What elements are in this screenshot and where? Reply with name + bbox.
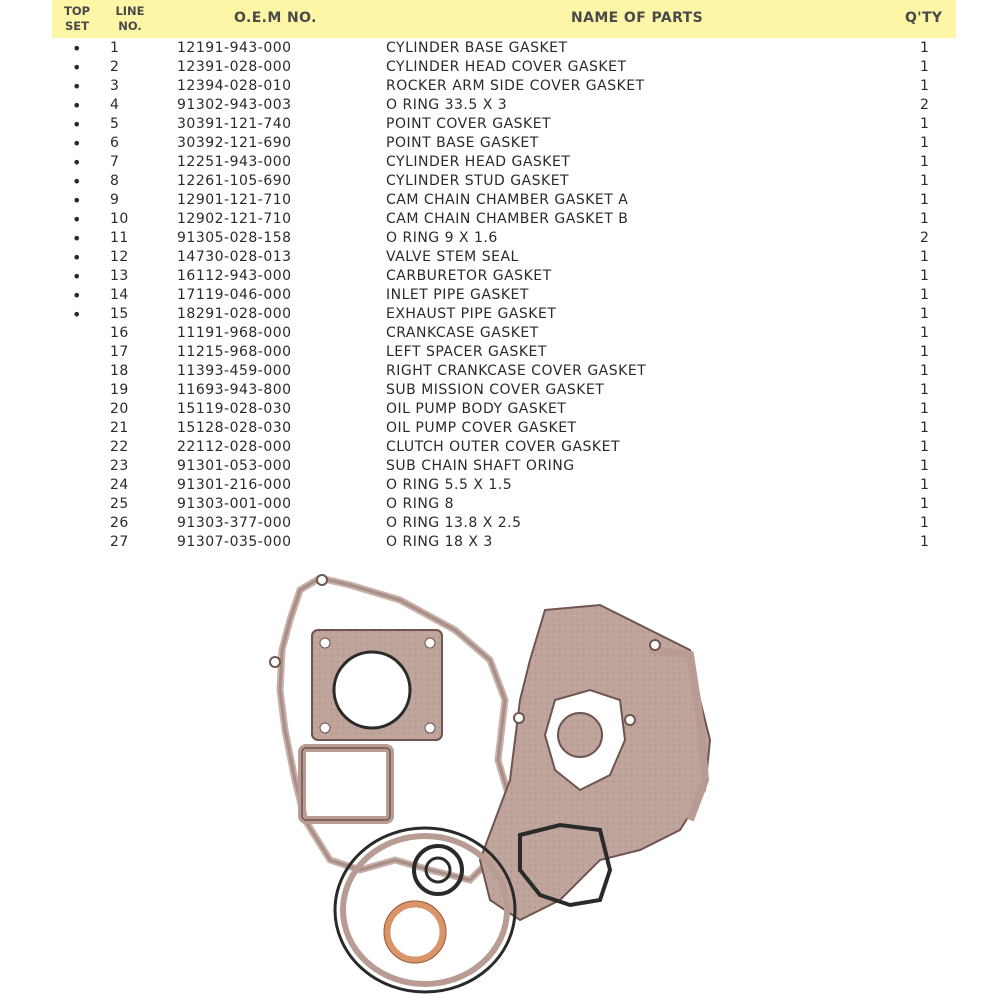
part-name-cell: CYLINDER HEAD COVER GASKET [386,59,627,75]
line-no-cell: 22 [110,439,129,455]
table-row [52,77,956,96]
table-row [52,115,956,134]
line-no-cell: 21 [110,420,129,436]
line-no-cell: 25 [110,496,129,512]
top-set-bullet: • [72,153,82,172]
oem-no-cell: 91303-001-000 [177,496,292,512]
oem-no-cell: 91302-943-003 [177,97,292,113]
part-name-cell: SUB MISSION COVER GASKET [386,382,605,398]
top-set-bullet: • [72,248,82,267]
line-no-cell: 19 [110,382,129,398]
qty-cell: 1 [920,211,930,227]
part-name-cell: OIL PUMP BODY GASKET [386,401,567,417]
table-row [52,495,956,514]
qty-cell: 2 [920,230,930,246]
part-name-cell: CRANKCASE GASKET [386,325,539,341]
oem-no-cell: 91301-216-000 [177,477,292,493]
part-name-cell: EXHAUST PIPE GASKET [386,306,557,322]
header-top-set-line1: TOP [63,4,91,18]
header-oem-no: O.E.M NO. [234,10,317,26]
oem-no-cell: 11393-459-000 [177,363,292,379]
top-set-bullet: • [72,134,82,153]
table-row [52,153,956,172]
line-no-cell: 11 [110,230,129,246]
oem-no-cell: 17119-046-000 [177,287,292,303]
part-name-cell: CLUTCH OUTER COVER GASKET [386,439,620,455]
top-set-bullet: • [72,115,82,134]
table-body [52,39,956,552]
top-set-bullet: • [72,77,82,96]
top-set-bullet: • [72,267,82,286]
table-row [52,419,956,438]
copper-washer [387,904,443,960]
qty-cell: 1 [920,363,930,379]
qty-cell: 1 [920,496,930,512]
table-row [52,305,956,324]
oem-no-cell: 18291-028-000 [177,306,292,322]
top-set-bullet: • [72,58,82,77]
top-set-bullet: • [72,172,82,191]
table-row [52,229,956,248]
oem-no-cell: 11191-968-000 [177,325,292,341]
oem-no-cell: 12191-943-000 [177,40,292,56]
table-row [52,438,956,457]
qty-cell: 1 [920,458,930,474]
qty-cell: 1 [920,135,930,151]
header-qty: Q'TY [905,10,943,26]
oem-no-cell: 91305-028-158 [177,230,292,246]
table-row [52,210,956,229]
line-no-cell: 13 [110,268,129,284]
table-row [52,476,956,495]
line-no-cell: 10 [110,211,129,227]
line-no-cell: 23 [110,458,129,474]
part-name-cell: OIL PUMP COVER GASKET [386,420,577,436]
oem-no-cell: 15119-028-030 [177,401,292,417]
part-name-cell: O RING 8 [386,496,455,512]
part-name-cell: O RING 5.5 X 1.5 [386,477,513,493]
part-name-cell: CAM CHAIN CHAMBER GASKET A [386,192,629,208]
table-row [52,58,956,77]
part-name-cell: LEFT SPACER GASKET [386,344,547,360]
table-row [52,533,956,552]
qty-cell: 1 [920,401,930,417]
oem-no-cell: 12391-028-000 [177,59,292,75]
table-row [52,381,956,400]
table-row [52,267,956,286]
oem-no-cell: 14730-028-013 [177,249,292,265]
qty-cell: 1 [920,78,930,94]
line-no-cell: 4 [110,97,120,113]
qty-cell: 1 [920,344,930,360]
part-name-cell: O RING 13.8 X 2.5 [386,515,522,531]
table-row [52,248,956,267]
part-name-cell: O RING 33.5 X 3 [386,97,508,113]
part-name-cell: ROCKER ARM SIDE COVER GASKET [386,78,645,94]
top-set-bullet: • [72,210,82,229]
table-row [52,457,956,476]
qty-cell: 1 [920,325,930,341]
qty-cell: 1 [920,116,930,132]
sub-mission-cover-gasket-shape [335,828,515,992]
line-no-cell: 27 [110,534,129,550]
header-name-of-parts: NAME OF PARTS [571,10,704,26]
qty-cell: 2 [920,97,930,113]
qty-cell: 1 [920,59,930,75]
line-no-cell: 24 [110,477,129,493]
part-name-cell: POINT COVER GASKET [386,116,552,132]
part-name-cell: RIGHT CRANKCASE COVER GASKET [386,363,647,379]
part-name-cell: INLET PIPE GASKET [386,287,529,303]
qty-cell: 1 [920,268,930,284]
header-top-set [60,4,94,34]
oem-no-cell: 12394-028-010 [177,78,292,94]
oem-no-cell: 30392-121-690 [177,135,292,151]
parts-table [52,0,956,550]
table-row [52,343,956,362]
part-name-cell: CARBURETOR GASKET [386,268,552,284]
gasket-kit-photo [255,570,785,1000]
header-line-no [112,4,148,34]
table-header [52,0,956,38]
top-set-bullet: • [72,96,82,115]
header-line-no-line2: NO. [118,19,142,33]
oem-no-cell: 12902-121-710 [177,211,292,227]
oem-no-cell: 91303-377-000 [177,515,292,531]
line-no-cell: 5 [110,116,120,132]
line-no-cell: 7 [110,154,120,170]
oem-no-cell: 91301-053-000 [177,458,292,474]
part-name-cell: O RING 18 X 3 [386,534,493,550]
qty-cell: 1 [920,439,930,455]
table-row [52,134,956,153]
line-no-cell: 26 [110,515,129,531]
table-row [52,286,956,305]
top-set-bullet: • [72,229,82,248]
line-no-cell: 9 [110,192,120,208]
table-row [52,362,956,381]
oem-no-cell: 12251-943-000 [177,154,292,170]
line-no-cell: 20 [110,401,129,417]
line-no-cell: 14 [110,287,129,303]
part-name-cell: CYLINDER BASE GASKET [386,40,568,56]
oem-no-cell: 11215-968-000 [177,344,292,360]
cover-gasket-shape [302,748,390,820]
oem-no-cell: 11693-943-800 [177,382,292,398]
qty-cell: 1 [920,477,930,493]
line-no-cell: 12 [110,249,129,265]
oem-no-cell: 22112-028-000 [177,439,292,455]
part-name-cell: VALVE STEM SEAL [386,249,519,265]
top-set-bullet: • [72,286,82,305]
table-row [52,400,956,419]
qty-cell: 1 [920,534,930,550]
table-row [52,191,956,210]
qty-cell: 1 [920,515,930,531]
oem-no-cell: 12901-121-710 [177,192,292,208]
part-name-cell: SUB CHAIN SHAFT ORING [386,458,575,474]
qty-cell: 1 [920,249,930,265]
line-no-cell: 3 [110,78,120,94]
top-set-bullet: • [72,39,82,58]
line-no-cell: 16 [110,325,129,341]
part-name-cell: POINT BASE GASKET [386,135,539,151]
qty-cell: 1 [920,154,930,170]
top-set-bullet: • [72,191,82,210]
qty-cell: 1 [920,287,930,303]
table-row [52,514,956,533]
line-no-cell: 1 [110,40,120,56]
line-no-cell: 2 [110,59,120,75]
line-no-cell: 8 [110,173,120,189]
part-name-cell: CYLINDER STUD GASKET [386,173,570,189]
line-no-cell: 15 [110,306,129,322]
header-top-set-line2: SET [65,19,89,33]
header-line-no-line1: LINE [115,4,145,18]
oem-no-cell: 15128-028-030 [177,420,292,436]
qty-cell: 1 [920,173,930,189]
part-name-cell: O RING 9 X 1.6 [386,230,498,246]
oem-no-cell: 16112-943-000 [177,268,292,284]
qty-cell: 1 [920,420,930,436]
top-set-bullet: • [72,305,82,324]
table-row [52,172,956,191]
part-name-cell: CYLINDER HEAD GASKET [386,154,571,170]
line-no-cell: 17 [110,344,129,360]
oem-no-cell: 91307-035-000 [177,534,292,550]
oem-no-cell: 12261-105-690 [177,173,292,189]
part-name-cell: CAM CHAIN CHAMBER GASKET B [386,211,629,227]
line-no-cell: 18 [110,363,129,379]
table-row [52,324,956,343]
table-row [52,39,956,58]
line-no-cell: 6 [110,135,120,151]
oem-no-cell: 30391-121-740 [177,116,292,132]
qty-cell: 1 [920,192,930,208]
qty-cell: 1 [920,306,930,322]
table-row [52,96,956,115]
qty-cell: 1 [920,40,930,56]
qty-cell: 1 [920,382,930,398]
